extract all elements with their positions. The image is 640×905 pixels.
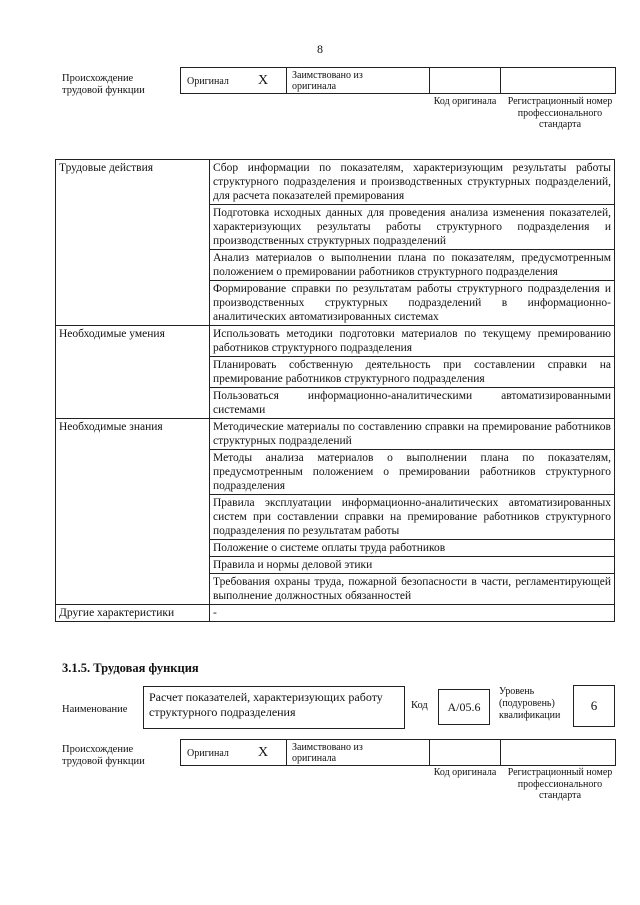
code-cell: [430, 740, 501, 765]
row-text: Правила и нормы деловой этики: [210, 557, 615, 574]
row-text: Положение о системе оплаты труда работников: [210, 540, 615, 557]
row-text: Формирование справки по результатам работы структурного подразделения и производственных структурных подразделений в информационно-аналитических автоматизированных системах: [210, 281, 615, 326]
row-text: -: [210, 605, 615, 622]
row-text: Подготовка исходных данных для проведения анализа изменения показателей, характеризующих результаты работы структурного подразделения и производственных структурных подразделений: [210, 205, 615, 250]
code-value: A/05.6: [438, 689, 490, 725]
row-text: Требования охраны труда, пожарной безопасности в части, регламентирующей выполнение должностных обязанностей: [210, 574, 615, 605]
original-mark: X: [258, 73, 269, 88]
name-label: Наименование: [62, 704, 128, 715]
row-label: Другие характеристики: [56, 605, 210, 622]
row-label: Трудовые действия: [56, 160, 210, 326]
labor-function-table: [55, 159, 615, 622]
borrowed-label: Заимствовано из оригинала: [292, 742, 363, 764]
level-label: Уровень (подуровень) квалификации: [499, 686, 561, 721]
table-row: [56, 160, 615, 205]
original-label: Оригинал: [187, 748, 229, 759]
regnum-cell: [501, 68, 617, 93]
table-row: [56, 605, 615, 622]
regnum-caption: Регистрационный номер профессионального стандарта: [507, 767, 613, 801]
origin-label: Происхождение трудовой функции: [62, 73, 145, 96]
table-row: [56, 326, 615, 357]
row-text: Использовать методики подготовки материалов по текущему премированию работников структурного подразделения: [210, 326, 615, 357]
original-mark: X: [258, 745, 269, 760]
original-cell: [181, 68, 287, 93]
row-text: Сбор информации по показателям, характеризующим результаты работы структурного подразделения и производственных структурных подразделений, для расчета показателей премирования: [210, 160, 615, 205]
borrowed-cell: [287, 740, 430, 765]
row-text: Пользоваться информационно-аналитическими автоматизированными системами: [210, 388, 615, 419]
borrowed-label: Заимствовано из оригинала: [292, 70, 363, 92]
origin-box: [180, 67, 616, 94]
row-text: Методические материалы по составлению справки на премирование работников структурных подразделений: [210, 419, 615, 450]
code-caption: Код оригинала: [433, 767, 497, 778]
row-text: Правила эксплуатации информационно-аналитических автоматизированных систем при составлении справки на премирование работников структурного подразделения по результатам работы: [210, 495, 615, 540]
row-text: Планировать собственную деятельность при составлении справки на премирование работников структурного подразделения: [210, 357, 615, 388]
page-number: 8: [317, 42, 323, 56]
section-title: 3.1.5. Трудовая функция: [62, 661, 199, 675]
table-row: [56, 419, 615, 450]
original-cell: [181, 740, 287, 765]
row-text: Методы анализа материалов о выполнении плана по показателям, предусмотренным положением о премировании работников структурного подразделения: [210, 450, 615, 495]
original-label: Оригинал: [187, 76, 229, 87]
origin-box: [180, 739, 616, 766]
name-value: Расчет показателей, характеризующих работу структурного подразделения: [143, 686, 405, 729]
row-label: Необходимые знания: [56, 419, 210, 605]
code-label: Код: [411, 700, 428, 711]
row-label: Необходимые умения: [56, 326, 210, 419]
regnum-caption: Регистрационный номер профессионального стандарта: [507, 96, 613, 130]
regnum-cell: [501, 740, 617, 765]
borrowed-cell: [287, 68, 430, 93]
code-caption: Код оригинала: [433, 96, 497, 107]
level-value: 6: [573, 685, 615, 727]
code-cell: [430, 68, 501, 93]
origin-label: Происхождение трудовой функции: [62, 744, 145, 767]
row-text: Анализ материалов о выполнении плана по показателям, предусмотренным положением о премировании работников структурного подразделения: [210, 250, 615, 281]
